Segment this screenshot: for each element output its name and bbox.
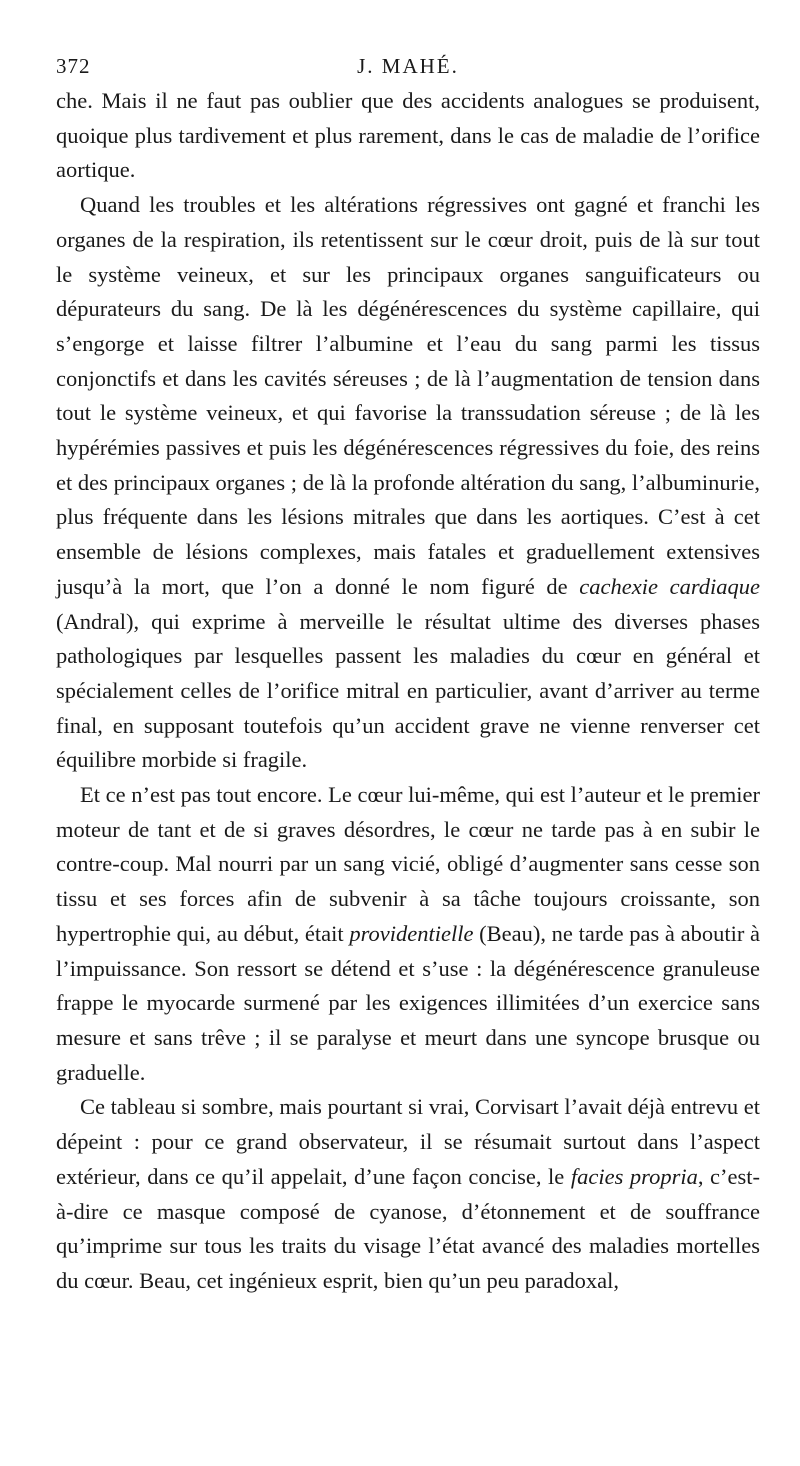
page-number: 372: [56, 54, 91, 78]
italic-term: facies propria: [570, 1163, 698, 1189]
text-run: che. Mais il ne faut pas oublier que des accidents analogues se produisent, quoique plus tardivement et plus rarement, dans le cas de maladie de l’orifice aortique.: [56, 88, 760, 183]
paragraph: [56, 84, 760, 188]
book-page: [56, 50, 760, 1299]
body-text: [56, 84, 760, 1299]
text-run: (Andral), qui exprime à merveille le résultat ultime des diverses phases pathologiques par lesquelles passent les maladies du cœur en général et spécialement celles de l’orifice mitral en particulier, avant d’arriver au terme final, en supposant toutefois qu’un accident grave ne vienne renverser cet équilibre morbide si fragile.: [56, 608, 760, 773]
running-title: J. MAHÉ.: [357, 54, 459, 78]
text-run: Et ce n’est pas tout encore. Le cœur lui-même, qui est l’auteur et le premier moteur de tant et de si graves désordres, le cœur ne tarde pas à en subir le contre-coup. Mal nourri par un sang vicié, obligé d’augmenter sans cesse son tissu et ses forces afin de subvenir à sa tâche toujours croissante, son hypertrophie qui, au début, était: [56, 782, 760, 946]
italic-term: providentielle: [349, 920, 474, 946]
text-run: (Beau), ne tarde pas à aboutir à l’impuissance. Son ressort se détend et s’use : la dégénérescence granuleuse frappe le myocarde surmené par les exigences illimitées d’un exercice sans mesure et sans trêve ; il se paralyse et meurt dans une syncope brusque ou graduelle.: [56, 920, 760, 1085]
text-run: , c’est-à-dire ce masque composé de cyanose, d’étonnement et de souffrance qu’imprime sur tous les traits du visage l’état avancé des maladies mortelles du cœur. Beau, cet ingénieux esprit, bien qu’un peu paradoxal,: [56, 1163, 761, 1293]
text-run: Quand les troubles et les altérations régressives ont gagné et franchi les organes de la respiration, ils retentissent sur le cœur droit, puis de là sur tout le système veineux, et sur les principaux organes sanguificateurs ou dépurateurs du sang. De là les dégénérescences du système capillaire, qui s’engorge et laisse filtrer l’albumine et l’eau du sang parmi les tissus conjonctifs et dans les cavités séreuses ; de là l’augmentation de tension dans tout le système veineux, et qui favorise la transsudation séreuse ; de là les hypérémies passives et puis les dégénérescences régressives du foie, des reins et des principaux organes ; de là la profonde altération du sang, l’albuminurie, plus fréquente dans les lésions mitrales que dans les aortiques. C’est à cet ensemble de lésions complexes, mais fatales et graduellement extensives jusqu’à la mort, que l’on a donné le nom figuré de: [56, 192, 760, 599]
paragraph: [56, 188, 760, 778]
italic-term: cachexie cardiaque: [579, 573, 760, 599]
paragraph: [56, 778, 760, 1090]
running-head: [56, 50, 760, 84]
paragraph: [56, 1090, 760, 1298]
text-run: Ce tableau si sombre, mais pourtant si vrai, Corvisart l’avait déjà entrevu et dépeint : pour ce grand observateur, il se résumait surtout dans l’aspect extérieur, dans ce qu’il appelait, d’une façon concise, le: [56, 1094, 760, 1189]
